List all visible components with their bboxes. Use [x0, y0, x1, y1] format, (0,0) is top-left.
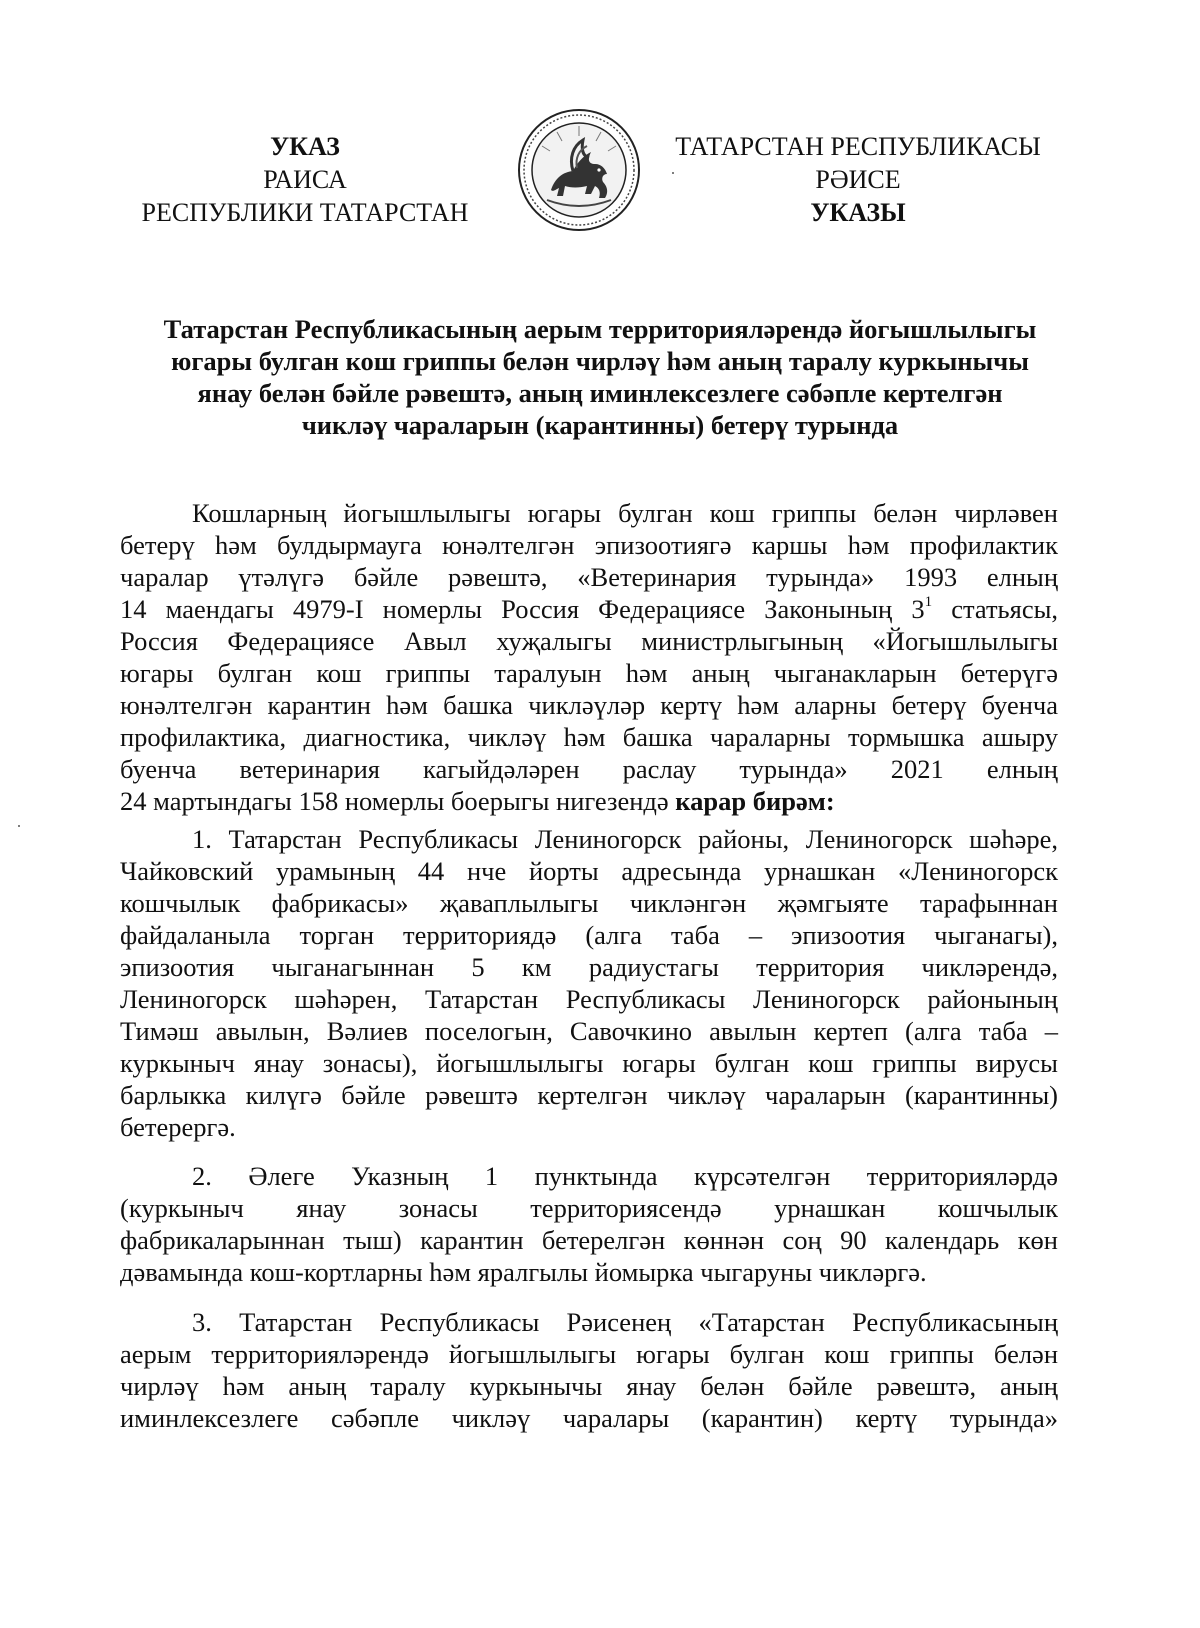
header-right-tatar	[660, 130, 1056, 229]
preamble-line: чаралар үтәлүгә бәйле рәвештә, «Ветеринария турында» 1993 елның	[120, 562, 1058, 592]
item2-line: (куркыныч янау зонасы территориясендә урнашкан кошчылык	[120, 1193, 1058, 1223]
title-line1: Татарстан Республикасының аерым территорияләрендә йогышлылыгы	[163, 314, 1037, 344]
scan-speck	[18, 825, 20, 827]
item1-line: бетерергә.	[120, 1112, 236, 1142]
document-title	[100, 313, 1100, 441]
preamble-line: профилактика, диагностика, чикләү һәм башка чараларны тормышка ашыру	[120, 722, 1058, 752]
title-line2: югары булган кош гриппы белән чирләү һәм аның таралу куркынычы	[171, 346, 1029, 376]
item-3-paragraph	[120, 1306, 1058, 1434]
tatarstan-coat-of-arms-icon	[517, 108, 641, 232]
item3-line: иминлексезлеге сәбәпле чикләү чаралары (карантин) кертү турында»	[120, 1403, 1058, 1433]
item1-line: Чайковский урамының 44 нче йорты адресында урнашкан «Лениногорск	[120, 856, 1058, 886]
item3-line: аерым территорияләрендә йогышлылыгы югары булган кош гриппы белән	[120, 1339, 1058, 1369]
item3-line: чирләү һәм аның таралу куркынычы янау белән бәйле рәвештә, аның	[120, 1371, 1058, 1401]
item1-line: барлыкка килүгә бәйле рәвештә кертелгән чикләү чараларын (карантинны)	[120, 1080, 1058, 1110]
superscript: 1	[924, 594, 933, 611]
header-left-line3: РЕСПУБЛИКИ ТАТАРСТАН	[141, 198, 469, 227]
preamble-line	[120, 785, 1058, 817]
header-right-line2: РӘИСЕ	[815, 165, 901, 194]
preamble-line: Кошларның йогышлылыгы югары булган кош гриппы белән чирләвен	[192, 498, 1058, 528]
item1-line: Лениногорск шәһәрен, Татарстан Республикасы Лениногорск районының	[120, 984, 1058, 1014]
preamble-line: бетерү һәм булдырмауга юнәлтелгән эпизоотиягә каршы һәм профилактик	[120, 530, 1058, 560]
item1-line: куркыныч янау зонасы), йогышлылыгы югары булган кош гриппы вирусы	[120, 1048, 1058, 1078]
preamble-line: югары булган кош гриппы таралуын һәм аның чыганакларын бетерүгә	[120, 658, 1058, 688]
header-left-line1: УКАЗ	[270, 132, 340, 161]
item1-line: 1. Татарстан Республикасы Лениногорск районы, Лениногорск шәһәре,	[192, 824, 1058, 854]
preamble-line: Россия Федерациясе Авыл хуҗалыгы министрлыгының «Йогышлылыгы	[120, 626, 1058, 656]
title-line3: янау белән бәйле рәвештә, аның иминлексезлеге сәбәпле кертелгән	[197, 378, 1003, 408]
item-1-paragraph	[120, 823, 1058, 1143]
item-2-paragraph	[120, 1160, 1058, 1288]
item1-line: Тимәш авылын, Вәлиев поселогын, Савочкино авылын кертеп (алга таба –	[120, 1016, 1058, 1046]
item3-line: 3. Татарстан Республикасы Рәисенең «Татарстан Республикасының	[192, 1307, 1058, 1337]
decree-phrase: карар бирәм:	[675, 786, 835, 816]
header-right-line1: ТАТАРСТАН РЕСПУБЛИКАСЫ	[675, 132, 1041, 161]
preamble-text: статьясы,	[932, 594, 1059, 624]
preamble-text: 24 мартындагы 158 номерлы боерыгы нигезендә	[120, 786, 676, 816]
preamble-paragraph	[120, 497, 1058, 817]
item2-line: фабрикаларыннан тыш) карантин бетерелгән көннән соң 90 календарь көн	[120, 1225, 1058, 1255]
preamble-line: юнәлтелгән карантин һәм башка чикләүләр кертү һәм аларны бетерү буенча	[120, 690, 1058, 720]
preamble-line: буенча ветеринария кагыйдәләрен раслау турында» 2021 елның	[120, 754, 1058, 784]
item2-line: 2. Әлеге Указның 1 пунктында күрсәтелгән территорияләрдә	[192, 1161, 1058, 1191]
title-line4: чикләү чараларын (карантинны) бетерү турында	[301, 410, 899, 440]
preamble-text: 14 маендагы 4979-I номерлы Россия Федерациясе Законының 3	[120, 594, 925, 624]
header-left-line2: РАИСА	[263, 165, 347, 194]
header-right-line3: УКАЗЫ	[810, 198, 906, 227]
item1-line: файдаланыла торган территориядә (алга таба – эпизоотия чыганагы),	[120, 920, 1058, 950]
preamble-line	[120, 593, 1058, 625]
header-left-russian	[125, 130, 485, 229]
item1-line: кошчылык фабрикасы» җаваплылыгы чикләнгән җәмгыяте тарафыннан	[120, 888, 1058, 918]
item2-line: дәвамында кош-кортларны һәм яралгылы йомырка чыгаруны чикләргә.	[120, 1257, 927, 1287]
item1-line: эпизоотия чыганагыннан 5 км радиустагы территория чикләрендә,	[120, 952, 1058, 982]
